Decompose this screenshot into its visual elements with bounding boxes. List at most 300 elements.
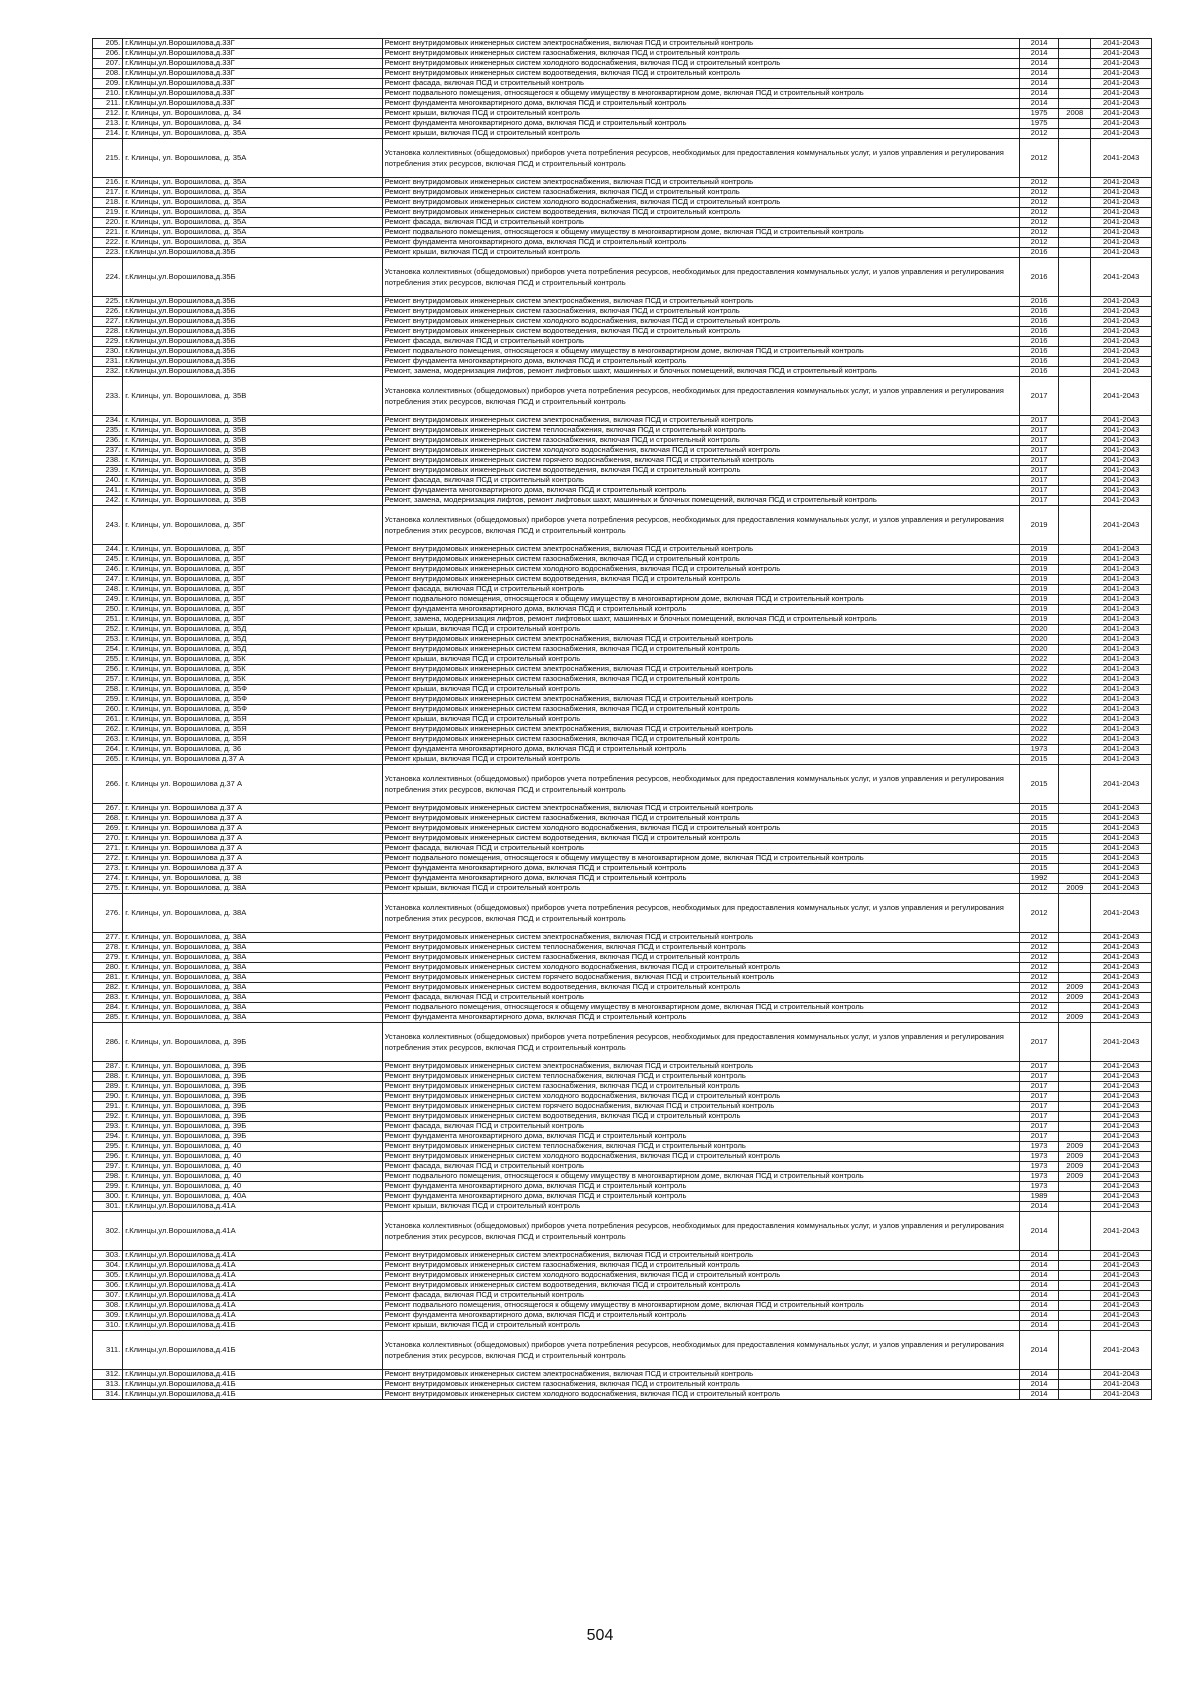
address-cell: г. Клинцы, ул. Ворошилова, д. 35В	[123, 476, 382, 486]
planned-period-cell: 2041-2043	[1091, 228, 1152, 238]
last-repair-year-cell	[1059, 1003, 1091, 1013]
work-type-cell: Ремонт фундамента многоквартирного дома, включая ПСД и строительный контроль	[382, 1311, 1020, 1321]
last-repair-year-cell	[1059, 635, 1091, 645]
table-row	[93, 49, 1152, 59]
table-row	[93, 506, 1152, 545]
year-cell: 2017	[1020, 426, 1059, 436]
last-repair-year-cell: 2009	[1059, 1142, 1091, 1152]
last-repair-year-cell	[1059, 1321, 1091, 1331]
year-cell: 1973	[1020, 1172, 1059, 1182]
work-type-cell: Ремонт крыши, включая ПСД и строительный контроль	[382, 129, 1020, 139]
planned-period-cell: 2041-2043	[1091, 1082, 1152, 1092]
address-cell: г. Клинцы, ул. Ворошилова, д. 35В	[123, 496, 382, 506]
work-type-cell: Ремонт внутридомовых инженерных систем электроснабжения, включая ПСД и строительный контроль	[382, 178, 1020, 188]
last-repair-year-cell	[1059, 874, 1091, 884]
last-repair-year-cell	[1059, 834, 1091, 844]
year-cell: 2015	[1020, 854, 1059, 864]
year-cell: 2017	[1020, 416, 1059, 426]
last-repair-year-cell	[1059, 1202, 1091, 1212]
table-row	[93, 1192, 1152, 1202]
work-type-cell: Ремонт внутридомовых инженерных систем электроснабжения, включая ПСД и строительный контроль	[382, 665, 1020, 675]
work-type-cell: Ремонт внутридомовых инженерных систем горячего водоснабжения, включая ПСД и строительный контроль	[382, 973, 1020, 983]
address-cell: г. Клинцы, ул. Ворошилова, д. 39Б	[123, 1023, 382, 1062]
last-repair-year-cell	[1059, 1380, 1091, 1390]
last-repair-year-cell	[1059, 228, 1091, 238]
work-type-cell: Ремонт подвального помещения, относящегося к общему имуществу в многоквартирном доме, включая ПСД и строительный контроль	[382, 854, 1020, 864]
last-repair-year-cell	[1059, 545, 1091, 555]
planned-period-cell: 2041-2043	[1091, 476, 1152, 486]
row-number: 215.	[93, 139, 123, 178]
work-type-cell: Установка коллективных (общедомовых) приборов учета потребления ресурсов, необходимых для предоставления коммунальных услуг, и узлов управления и регулирования потребления этих ресурсов, включая ПСД и строительный контроль	[382, 765, 1020, 804]
year-cell: 2022	[1020, 675, 1059, 685]
year-cell: 2017	[1020, 1082, 1059, 1092]
row-number: 270.	[93, 834, 123, 844]
row-number: 212.	[93, 109, 123, 119]
address-cell: г.Клинцы,ул.Ворошилова,д.35Б	[123, 367, 382, 377]
table-row	[93, 1301, 1152, 1311]
address-cell: г. Клинцы, ул. Ворошилова, д. 39Б	[123, 1102, 382, 1112]
row-number: 216.	[93, 178, 123, 188]
row-number: 223.	[93, 248, 123, 258]
last-repair-year-cell	[1059, 466, 1091, 476]
table-row	[93, 238, 1152, 248]
row-number: 226.	[93, 307, 123, 317]
planned-period-cell: 2041-2043	[1091, 933, 1152, 943]
table-row	[93, 307, 1152, 317]
last-repair-year-cell	[1059, 755, 1091, 765]
last-repair-year-cell	[1059, 357, 1091, 367]
row-number: 288.	[93, 1072, 123, 1082]
table-row	[93, 1321, 1152, 1331]
last-repair-year-cell	[1059, 864, 1091, 874]
year-cell: 2017	[1020, 446, 1059, 456]
work-type-cell: Установка коллективных (общедомовых) приборов учета потребления ресурсов, необходимых для предоставления коммунальных услуг, и узлов управления и регулирования потребления этих ресурсов, включая ПСД и строительный контроль	[382, 506, 1020, 545]
work-type-cell: Ремонт внутридомовых инженерных систем газоснабжения, включая ПСД и строительный контроль	[382, 705, 1020, 715]
row-number: 299.	[93, 1182, 123, 1192]
row-number: 255.	[93, 655, 123, 665]
year-cell: 2015	[1020, 765, 1059, 804]
table-row	[93, 1281, 1152, 1291]
last-repair-year-cell	[1059, 426, 1091, 436]
planned-period-cell: 2041-2043	[1091, 39, 1152, 49]
planned-period-cell: 2041-2043	[1091, 884, 1152, 894]
row-number: 291.	[93, 1102, 123, 1112]
year-cell: 2015	[1020, 814, 1059, 824]
last-repair-year-cell	[1059, 943, 1091, 953]
last-repair-year-cell: 2009	[1059, 1172, 1091, 1182]
row-number: 263.	[93, 735, 123, 745]
work-type-cell: Ремонт внутридомовых инженерных систем газоснабжения, включая ПСД и строительный контроль	[382, 1261, 1020, 1271]
year-cell: 2016	[1020, 327, 1059, 337]
year-cell: 1973	[1020, 1182, 1059, 1192]
address-cell: г. Клинцы, ул. Ворошилова, д. 35Г	[123, 595, 382, 605]
work-type-cell: Ремонт внутридомовых инженерных систем холодного водоснабжения, включая ПСД и строительный контроль	[382, 317, 1020, 327]
work-type-cell: Ремонт внутридомовых инженерных систем электроснабжения, включая ПСД и строительный контроль	[382, 695, 1020, 705]
table-row	[93, 595, 1152, 605]
planned-period-cell: 2041-2043	[1091, 755, 1152, 765]
row-number: 253.	[93, 635, 123, 645]
table-row	[93, 317, 1152, 327]
row-number: 289.	[93, 1082, 123, 1092]
planned-period-cell: 2041-2043	[1091, 665, 1152, 675]
table-row	[93, 1023, 1152, 1062]
planned-period-cell: 2041-2043	[1091, 943, 1152, 953]
planned-period-cell: 2041-2043	[1091, 1072, 1152, 1082]
year-cell: 2017	[1020, 1112, 1059, 1122]
year-cell: 2016	[1020, 317, 1059, 327]
address-cell: г. Клинцы, ул. Ворошилова, д. 38А	[123, 943, 382, 953]
year-cell: 2020	[1020, 625, 1059, 635]
row-number: 266.	[93, 765, 123, 804]
address-cell: г. Клинцы, ул. Ворошилова, д. 35В	[123, 416, 382, 426]
work-type-cell: Ремонт внутридомовых инженерных систем холодного водоснабжения, включая ПСД и строительный контроль	[382, 1390, 1020, 1400]
table-row	[93, 575, 1152, 585]
year-cell: 1973	[1020, 1152, 1059, 1162]
table-row	[93, 1182, 1152, 1192]
row-number: 260.	[93, 705, 123, 715]
last-repair-year-cell	[1059, 665, 1091, 675]
row-number: 268.	[93, 814, 123, 824]
year-cell: 2019	[1020, 555, 1059, 565]
year-cell: 2012	[1020, 228, 1059, 238]
table-row	[93, 1062, 1152, 1072]
last-repair-year-cell	[1059, 1311, 1091, 1321]
planned-period-cell: 2041-2043	[1091, 625, 1152, 635]
work-type-cell: Ремонт внутридомовых инженерных систем электроснабжения, включая ПСД и строительный контроль	[382, 725, 1020, 735]
planned-period-cell: 2041-2043	[1091, 635, 1152, 645]
row-number: 294.	[93, 1132, 123, 1142]
year-cell: 2017	[1020, 1102, 1059, 1112]
last-repair-year-cell	[1059, 745, 1091, 755]
row-number: 218.	[93, 198, 123, 208]
table-row	[93, 1390, 1152, 1400]
address-cell: г. Клинцы, ул. Ворошилова, д. 38А	[123, 973, 382, 983]
row-number: 298.	[93, 1172, 123, 1182]
row-number: 228.	[93, 327, 123, 337]
address-cell: г.Клинцы,ул.Ворошилова,д.41Б	[123, 1380, 382, 1390]
work-type-cell: Ремонт внутридомовых инженерных систем водоотведения, включая ПСД и строительный контроль	[382, 575, 1020, 585]
work-type-cell: Установка коллективных (общедомовых) приборов учета потребления ресурсов, необходимых для предоставления коммунальных услуг, и узлов управления и регулирования потребления этих ресурсов, включая ПСД и строительный контроль	[382, 377, 1020, 416]
planned-period-cell: 2041-2043	[1091, 367, 1152, 377]
planned-period-cell: 2041-2043	[1091, 208, 1152, 218]
row-number: 206.	[93, 49, 123, 59]
address-cell: г.Клинцы,ул.Ворошилова,д.35Б	[123, 327, 382, 337]
planned-period-cell: 2041-2043	[1091, 1132, 1152, 1142]
year-cell: 2012	[1020, 198, 1059, 208]
address-cell: г. Клинцы, ул. Ворошилова, д. 35К	[123, 665, 382, 675]
address-cell: г.Клинцы,ул.Ворошилова,д.41А	[123, 1301, 382, 1311]
year-cell: 2016	[1020, 347, 1059, 357]
planned-period-cell: 2041-2043	[1091, 1281, 1152, 1291]
table-row	[93, 59, 1152, 69]
row-number: 300.	[93, 1192, 123, 1202]
year-cell: 2017	[1020, 466, 1059, 476]
year-cell: 2016	[1020, 307, 1059, 317]
year-cell: 2022	[1020, 725, 1059, 735]
year-cell: 2014	[1020, 79, 1059, 89]
row-number: 265.	[93, 755, 123, 765]
row-number: 230.	[93, 347, 123, 357]
planned-period-cell: 2041-2043	[1091, 506, 1152, 545]
row-number: 214.	[93, 129, 123, 139]
row-number: 259.	[93, 695, 123, 705]
planned-period-cell: 2041-2043	[1091, 834, 1152, 844]
row-number: 262.	[93, 725, 123, 735]
last-repair-year-cell	[1059, 1132, 1091, 1142]
address-cell: г. Клинцы ул. Ворошилова д.37 А	[123, 824, 382, 834]
work-type-cell: Установка коллективных (общедомовых) приборов учета потребления ресурсов, необходимых для предоставления коммунальных услуг, и узлов управления и регулирования потребления этих ресурсов, включая ПСД и строительный контроль	[382, 139, 1020, 178]
address-cell: г. Клинцы, ул. Ворошилова, д. 35А	[123, 218, 382, 228]
address-cell: г.Клинцы,ул.Ворошилова,д.33Г	[123, 49, 382, 59]
last-repair-year-cell	[1059, 208, 1091, 218]
address-cell: г.Клинцы,ул.Ворошилова,д.41Б	[123, 1331, 382, 1370]
planned-period-cell: 2041-2043	[1091, 695, 1152, 705]
work-type-cell: Ремонт фасада, включая ПСД и строительный контроль	[382, 844, 1020, 854]
row-number: 217.	[93, 188, 123, 198]
year-cell: 2012	[1020, 238, 1059, 248]
last-repair-year-cell	[1059, 1072, 1091, 1082]
row-number: 293.	[93, 1122, 123, 1132]
address-cell: г. Клинцы, ул. Ворошилова, д. 35К	[123, 655, 382, 665]
year-cell: 2012	[1020, 933, 1059, 943]
last-repair-year-cell	[1059, 1370, 1091, 1380]
address-cell: г. Клинцы, ул. Ворошилова, д. 35К	[123, 675, 382, 685]
work-type-cell: Ремонт, замена, модернизация лифтов, ремонт лифтовых шахт, машинных и блочных помещений, включая ПСД и строительный контроль	[382, 367, 1020, 377]
last-repair-year-cell	[1059, 218, 1091, 228]
last-repair-year-cell	[1059, 49, 1091, 59]
work-type-cell: Ремонт подвального помещения, относящегося к общему имуществу в многоквартирном доме, включая ПСД и строительный контроль	[382, 595, 1020, 605]
planned-period-cell: 2041-2043	[1091, 1331, 1152, 1370]
table-row	[93, 1212, 1152, 1251]
last-repair-year-cell	[1059, 933, 1091, 943]
work-type-cell: Ремонт фасада, включая ПСД и строительный контроль	[382, 1162, 1020, 1172]
row-number: 254.	[93, 645, 123, 655]
row-number: 278.	[93, 943, 123, 953]
work-type-cell: Ремонт фасада, включая ПСД и строительный контроль	[382, 993, 1020, 1003]
address-cell: г. Клинцы, ул. Ворошилова, д. 35А	[123, 139, 382, 178]
last-repair-year-cell	[1059, 377, 1091, 416]
last-repair-year-cell	[1059, 814, 1091, 824]
work-type-cell: Ремонт фасада, включая ПСД и строительный контроль	[382, 1291, 1020, 1301]
address-cell: г. Клинцы, ул. Ворошилова, д. 35Д	[123, 635, 382, 645]
work-type-cell: Ремонт внутридомовых инженерных систем теплоснабжения, включая ПСД и строительный контроль	[382, 1142, 1020, 1152]
address-cell: г. Клинцы, ул. Ворошилова, д. 35А	[123, 188, 382, 198]
work-type-cell: Ремонт внутридомовых инженерных систем газоснабжения, включая ПСД и строительный контроль	[382, 675, 1020, 685]
address-cell: г.Клинцы,ул.Ворошилова,д.35Б	[123, 258, 382, 297]
year-cell: 2020	[1020, 645, 1059, 655]
work-type-cell: Ремонт фундамента многоквартирного дома, включая ПСД и строительный контроль	[382, 1013, 1020, 1023]
year-cell: 2012	[1020, 1003, 1059, 1013]
table-row	[93, 337, 1152, 347]
row-number: 271.	[93, 844, 123, 854]
address-cell: г. Клинцы, ул. Ворошилова, д. 35А	[123, 178, 382, 188]
address-cell: г. Клинцы ул. Ворошилова д.37 А	[123, 804, 382, 814]
work-type-cell: Ремонт крыши, включая ПСД и строительный контроль	[382, 1321, 1020, 1331]
year-cell: 2014	[1020, 1202, 1059, 1212]
row-number: 240.	[93, 476, 123, 486]
work-type-cell: Ремонт внутридомовых инженерных систем водоотведения, включая ПСД и строительный контроль	[382, 466, 1020, 476]
repair-plan-table	[92, 38, 1152, 1400]
work-type-cell: Ремонт внутридомовых инженерных систем водоотведения, включая ПСД и строительный контроль	[382, 983, 1020, 993]
table-row	[93, 367, 1152, 377]
planned-period-cell: 2041-2043	[1091, 824, 1152, 834]
address-cell: г. Клинцы, ул. Ворошилова, д. 39Б	[123, 1122, 382, 1132]
planned-period-cell: 2041-2043	[1091, 89, 1152, 99]
address-cell: г.Клинцы,ул.Ворошилова,д.33Г	[123, 89, 382, 99]
address-cell: г.Клинцы,ул.Ворошилова,д.41А	[123, 1311, 382, 1321]
address-cell: г. Клинцы, ул. Ворошилова, д. 34	[123, 109, 382, 119]
row-number: 241.	[93, 486, 123, 496]
year-cell: 2019	[1020, 545, 1059, 555]
row-number: 234.	[93, 416, 123, 426]
address-cell: г. Клинцы, ул. Ворошилова, д. 35Ф	[123, 705, 382, 715]
year-cell: 2012	[1020, 943, 1059, 953]
address-cell: г.Клинцы,ул.Ворошилова,д.35Б	[123, 357, 382, 367]
work-type-cell: Ремонт фундамента многоквартирного дома, включая ПСД и строительный контроль	[382, 605, 1020, 615]
address-cell: г. Клинцы, ул. Ворошилова, д. 35В	[123, 377, 382, 416]
table-row	[93, 486, 1152, 496]
planned-period-cell: 2041-2043	[1091, 486, 1152, 496]
table-row	[93, 933, 1152, 943]
year-cell: 2022	[1020, 655, 1059, 665]
work-type-cell: Ремонт внутридомовых инженерных систем холодного водоснабжения, включая ПСД и строительный контроль	[382, 565, 1020, 575]
address-cell: г. Клинцы, ул. Ворошилова, д. 35Я	[123, 735, 382, 745]
year-cell: 2014	[1020, 1261, 1059, 1271]
planned-period-cell: 2041-2043	[1091, 248, 1152, 258]
table-row	[93, 188, 1152, 198]
work-type-cell: Установка коллективных (общедомовых) приборов учета потребления ресурсов, необходимых для предоставления коммунальных услуг, и узлов управления и регулирования потребления этих ресурсов, включая ПСД и строительный контроль	[382, 1212, 1020, 1251]
work-type-cell: Ремонт подвального помещения, относящегося к общему имуществу в многоквартирном доме, включая ПСД и строительный контроль	[382, 1003, 1020, 1013]
row-number: 284.	[93, 1003, 123, 1013]
row-number: 295.	[93, 1142, 123, 1152]
address-cell: г. Клинцы, ул. Ворошилова, д. 35Я	[123, 725, 382, 735]
last-repair-year-cell	[1059, 1301, 1091, 1311]
planned-period-cell: 2041-2043	[1091, 258, 1152, 297]
work-type-cell: Ремонт внутридомовых инженерных систем электроснабжения, включая ПСД и строительный контроль	[382, 1062, 1020, 1072]
row-number: 302.	[93, 1212, 123, 1251]
planned-period-cell: 2041-2043	[1091, 655, 1152, 665]
last-repair-year-cell	[1059, 1390, 1091, 1400]
row-number: 250.	[93, 605, 123, 615]
last-repair-year-cell	[1059, 198, 1091, 208]
table-row	[93, 466, 1152, 476]
last-repair-year-cell	[1059, 953, 1091, 963]
work-type-cell: Ремонт крыши, включая ПСД и строительный контроль	[382, 755, 1020, 765]
work-type-cell: Ремонт фундамента многоквартирного дома, включая ПСД и строительный контроль	[382, 119, 1020, 129]
row-number: 242.	[93, 496, 123, 506]
work-type-cell: Ремонт фундамента многоквартирного дома, включая ПСД и строительный контроль	[382, 357, 1020, 367]
row-number: 205.	[93, 39, 123, 49]
planned-period-cell: 2041-2043	[1091, 1013, 1152, 1023]
planned-period-cell: 2041-2043	[1091, 317, 1152, 327]
row-number: 258.	[93, 685, 123, 695]
work-type-cell: Ремонт внутридомовых инженерных систем электроснабжения, включая ПСД и строительный контроль	[382, 933, 1020, 943]
planned-period-cell: 2041-2043	[1091, 585, 1152, 595]
work-type-cell: Ремонт крыши, включая ПСД и строительный контроль	[382, 715, 1020, 725]
year-cell: 2014	[1020, 1212, 1059, 1251]
work-type-cell: Ремонт фасада, включая ПСД и строительный контроль	[382, 218, 1020, 228]
year-cell: 2022	[1020, 705, 1059, 715]
work-type-cell: Ремонт крыши, включая ПСД и строительный контроль	[382, 655, 1020, 665]
address-cell: г. Клинцы, ул. Ворошилова, д. 35В	[123, 436, 382, 446]
row-number: 248.	[93, 585, 123, 595]
last-repair-year-cell: 2008	[1059, 109, 1091, 119]
row-number: 290.	[93, 1092, 123, 1102]
last-repair-year-cell	[1059, 39, 1091, 49]
planned-period-cell: 2041-2043	[1091, 1112, 1152, 1122]
planned-period-cell: 2041-2043	[1091, 844, 1152, 854]
address-cell: г. Клинцы, ул. Ворошилова, д. 36	[123, 745, 382, 755]
address-cell: г. Клинцы ул. Ворошилова д.37 А	[123, 864, 382, 874]
work-type-cell: Ремонт внутридомовых инженерных систем горячего водоснабжения, включая ПСД и строительный контроль	[382, 456, 1020, 466]
table-row	[93, 874, 1152, 884]
row-number: 224.	[93, 258, 123, 297]
planned-period-cell: 2041-2043	[1091, 496, 1152, 506]
work-type-cell: Ремонт внутридомовых инженерных систем теплоснабжения, включая ПСД и строительный контроль	[382, 943, 1020, 953]
work-type-cell: Ремонт крыши, включая ПСД и строительный контроль	[382, 685, 1020, 695]
table-row	[93, 1132, 1152, 1142]
address-cell: г. Клинцы, ул. Ворошилова, д. 40	[123, 1182, 382, 1192]
work-type-cell: Ремонт крыши, включая ПСД и строительный контроль	[382, 1202, 1020, 1212]
work-type-cell: Установка коллективных (общедомовых) приборов учета потребления ресурсов, необходимых для предоставления коммунальных услуг, и узлов управления и регулирования потребления этих ресурсов, включая ПСД и строительный контроль	[382, 894, 1020, 933]
planned-period-cell: 2041-2043	[1091, 645, 1152, 655]
row-number: 310.	[93, 1321, 123, 1331]
table-row	[93, 1122, 1152, 1132]
last-repair-year-cell	[1059, 178, 1091, 188]
year-cell: 2015	[1020, 844, 1059, 854]
table-row	[93, 735, 1152, 745]
last-repair-year-cell	[1059, 675, 1091, 685]
address-cell: г. Клинцы, ул. Ворошилова, д. 35А	[123, 208, 382, 218]
last-repair-year-cell	[1059, 1182, 1091, 1192]
planned-period-cell: 2041-2043	[1091, 69, 1152, 79]
row-number: 264.	[93, 745, 123, 755]
table-row	[93, 1082, 1152, 1092]
last-repair-year-cell	[1059, 506, 1091, 545]
row-number: 309.	[93, 1311, 123, 1321]
table-row	[93, 69, 1152, 79]
planned-period-cell: 2041-2043	[1091, 1023, 1152, 1062]
last-repair-year-cell	[1059, 347, 1091, 357]
planned-period-cell: 2041-2043	[1091, 297, 1152, 307]
work-type-cell: Ремонт фундамента многоквартирного дома, включая ПСД и строительный контроль	[382, 874, 1020, 884]
work-type-cell: Ремонт внутридомовых инженерных систем газоснабжения, включая ПСД и строительный контроль	[382, 1380, 1020, 1390]
table-row	[93, 496, 1152, 506]
work-type-cell: Ремонт фасада, включая ПСД и строительный контроль	[382, 1122, 1020, 1132]
table-row	[93, 545, 1152, 555]
row-number: 245.	[93, 555, 123, 565]
year-cell: 2020	[1020, 635, 1059, 645]
planned-period-cell: 2041-2043	[1091, 745, 1152, 755]
table-row	[93, 208, 1152, 218]
work-type-cell: Ремонт внутридомовых инженерных систем холодного водоснабжения, включая ПСД и строительный контроль	[382, 446, 1020, 456]
work-type-cell: Ремонт внутридомовых инженерных систем электроснабжения, включая ПСД и строительный контроль	[382, 635, 1020, 645]
row-number: 210.	[93, 89, 123, 99]
address-cell: г.Клинцы,ул.Ворошилова,д.41Б	[123, 1321, 382, 1331]
table-row	[93, 198, 1152, 208]
last-repair-year-cell	[1059, 1251, 1091, 1261]
last-repair-year-cell	[1059, 725, 1091, 735]
address-cell: г. Клинцы ул. Ворошилова д.37 А	[123, 834, 382, 844]
address-cell: г.Клинцы,ул.Ворошилова,д.41А	[123, 1202, 382, 1212]
year-cell: 2014	[1020, 99, 1059, 109]
year-cell: 2017	[1020, 486, 1059, 496]
year-cell: 2012	[1020, 139, 1059, 178]
year-cell: 2012	[1020, 894, 1059, 933]
address-cell: г. Клинцы, ул. Ворошилова, д. 38А	[123, 894, 382, 933]
last-repair-year-cell	[1059, 317, 1091, 327]
planned-period-cell: 2041-2043	[1091, 675, 1152, 685]
